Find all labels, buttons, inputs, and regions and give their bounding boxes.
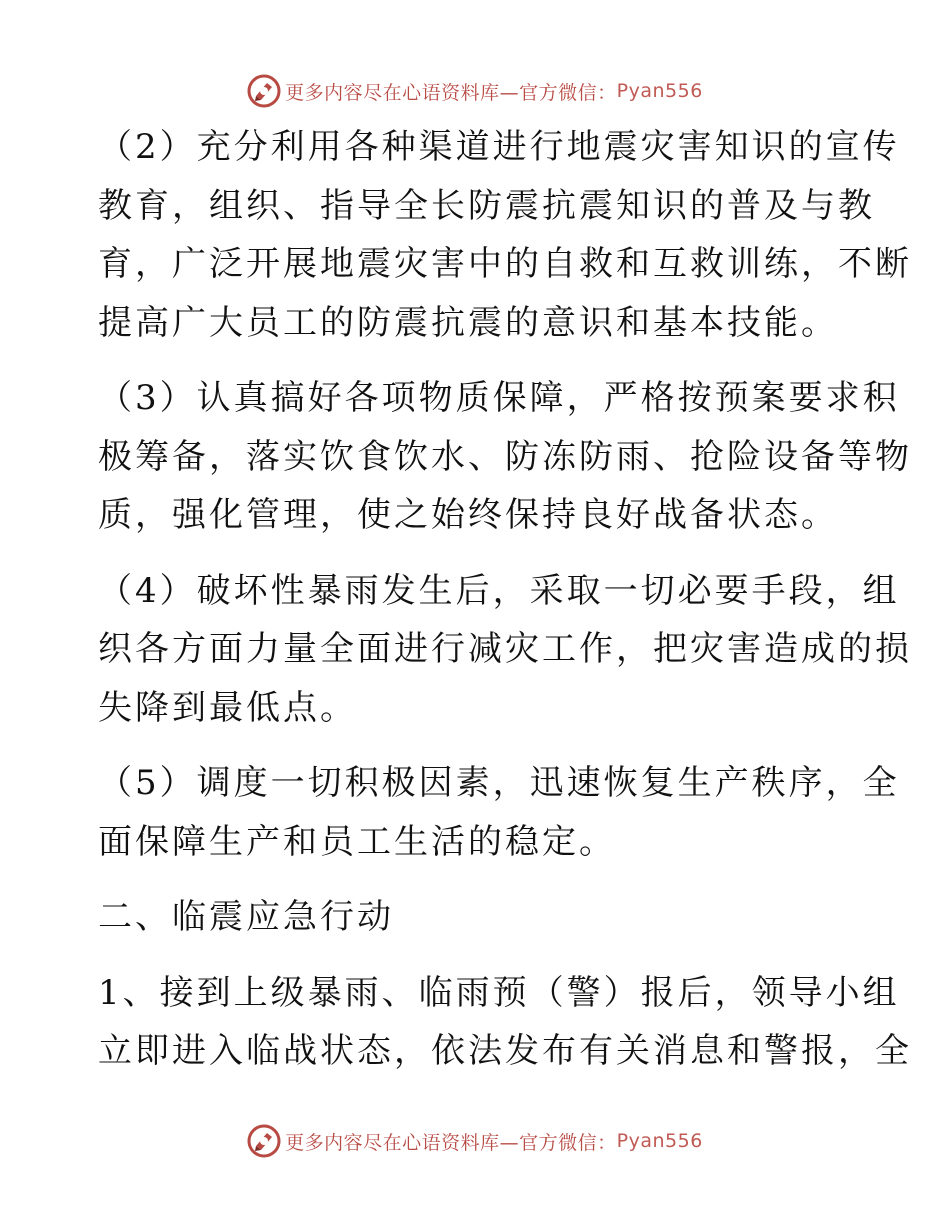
- paragraph-5: [98, 754, 900, 871]
- text-line: 教育，组织、指导全长防震抗震知识的普及与教: [98, 185, 875, 226]
- paragraph-4: [98, 562, 912, 738]
- text-line: 失降到最低点。: [98, 687, 357, 728]
- text-line: 织各方面力量全面进行减灾工作，把灾害造成的损: [98, 629, 912, 669]
- text-line: 立即进入临战状态，依法发布有关消息和警报，全: [98, 1031, 912, 1071]
- watermark-text: 更多内容尽在心语资料库—官方微信：: [285, 81, 617, 104]
- text-line: 提高广大员工的防震抗震的意识和基本技能。: [98, 302, 838, 343]
- heading-text: 二、临震应急行动: [98, 897, 394, 937]
- watermark-wechat-id: Pyan556: [616, 80, 703, 102]
- section-heading: [98, 888, 850, 947]
- text-line: （3）认真搞好各项物质保障，严格按预案要求积: [98, 378, 900, 418]
- document-pen-logo-icon: [247, 74, 281, 108]
- text-line: 育，广泛开展地震灾害中的自救和互救训练，不断: [98, 244, 912, 284]
- text-line: 极筹备，落实饮食饮水、防冻防雨、抢险设备等物: [98, 436, 912, 477]
- watermark-text: 更多内容尽在心语资料库—官方微信：: [285, 1131, 617, 1154]
- text-line: 面保障生产和员工生活的稳定。: [98, 821, 616, 862]
- paragraph-item-1: [98, 964, 912, 1081]
- paragraph-3: [98, 369, 912, 545]
- footer-watermark: [0, 1124, 950, 1158]
- text-line: 质，强化管理，使之始终保持良好战备状态。: [98, 495, 838, 535]
- document-body: [98, 118, 912, 1098]
- text-line: （5）调度一切积极因素，迅速恢复生产秩序，全: [98, 763, 900, 803]
- paragraph-2: [98, 118, 912, 352]
- text-line: （4）破坏性暴雨发生后，采取一切必要手段，组: [98, 570, 900, 611]
- watermark-wechat-id: Pyan556: [616, 1130, 703, 1152]
- text-line: （2）充分利用各种渠道进行地震灾害知识的宣传: [98, 127, 900, 167]
- header-watermark: [0, 74, 950, 108]
- text-line: 1、接到上级暴雨、临雨预（警）报后，领导小组: [98, 972, 900, 1013]
- document-pen-logo-icon: [247, 1124, 281, 1158]
